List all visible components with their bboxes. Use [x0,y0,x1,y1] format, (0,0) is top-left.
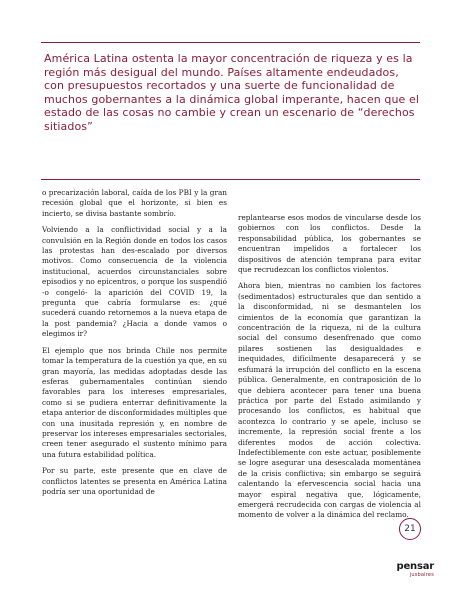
body-paragraph: El ejemplo que nos brinda Chile nos permite tomar la temperatura de la cuestión ya que, en su gran mayoría, las medidas adoptadas desde las esferas gubernamentales continúan siendo favorables para los intereses empresariales, como si se pudiera enterrar definitivamente la etapa anterior de disconformidades múltiples que con una inusitada represión y, en nombre de preservar los intereses empresariales sectoriales, creen tener asegurado el sustento mínimo para una futura estabilidad política. [42,345,227,459]
logo-main-text: pensar [396,561,434,572]
left-column [42,188,227,503]
pull-quote-top-rule [41,42,420,43]
pull-quote: América Latina ostenta la mayor concentración de riqueza y es la región más desigual del mundo. Países altamente endeudados, con presupuestos recortados y una suerte de funcionalidad de muchos gobernantes a la dinámica global imperante, hacen que el estado de las cosas no cambie y crean un escenario de “derechos sitiados” [44,52,419,133]
body-paragraph: replantearse esos modos de vincularse desde los gobiernos con los conflictos. Desde la responsabilidad pública, los gobernantes se encuentran impelidos a fortalecer los dispositivos de atención temprana para evitar que recrudezcan los conflictos violentos. [238,213,421,275]
body-paragraph: Por su parte, este presente que en clave de conflictos latentes se presenta en América Latina podría ser una oportunidad de [42,466,227,496]
logo-sub-text: jusbaires [409,572,434,578]
body-paragraph: o precarización laboral, caída de los PBI y la gran recesión global que el horizonte, si bien es incierto, se divisa bastante sombrío. [42,188,227,218]
page-number: 21 [399,518,421,540]
pull-quote-bottom-rule [41,179,420,180]
right-column [238,213,421,527]
publication-logo [388,562,434,578]
body-paragraph: Volviendo a la conflictividad social y a la convulsión en la Región donde en todos los casos las protestas han des-escalado por diversos motivos. Como consecuencia de la violencia institucional, acuerdos circunstanciales sobre episodios y no epicentros, o porque los suspendió -o congeló- la aparición del COVID 19, la pregunta que cabría formularse es: ¿qué sucederá cuando retornemos a la nueva etapa de la post pandemia? ¿Hacia a donde vamos o elegimos ir? [42,225,227,339]
body-paragraph: Ahora bien, mientras no cambien los factores (sedimentados) estructurales que dan sentido a la disconformidad, ni se desmantelen los cimientos de la economía que garantizan la concentración de la riqueza, ni de la cultura social del consumo desenfrenado que como pilares sostienen las desigualdades e inequidades, difícilmente desaparecerá y se esfumará la irrupción del conflicto en la escena pública. Generalmente, en contraposición de lo que debiera acontecer para tener una buena práctica por parte del Estado asimilando y procesando los conflictos, es habitual que acontezca lo contrario y se apele, incluso se incremente, la represión social frente a los diferentes modos de acción colectiva. Indefectiblemente con este actuar, posiblemente se logre asegurar una desescalada momentánea de la crisis conflictiva; sin embargo se seguirá calentando la efervescencia social hacia una mayor espiral negativa que, lógicamente, emergerá recrudecida con cargas de violencia al momento de volver a la dinámica del reclamo. [238,281,421,520]
